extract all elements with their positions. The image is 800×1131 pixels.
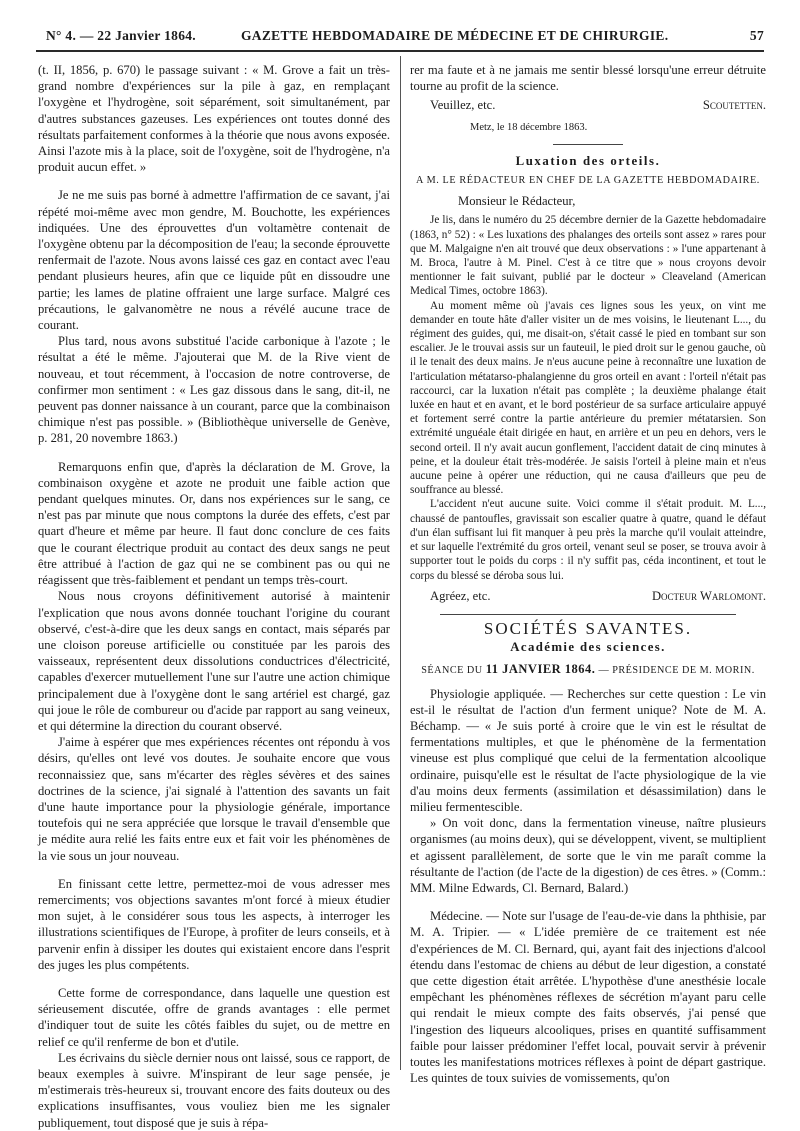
paragraph: Je ne me suis pas borné à admettre l'affirmation de ce savant, j'ai répété moi-même avec mon gendre, M. Bouchotte, les expériences indiquées. Une des éprouvettes d'un voltamètre contenait de l'oxygène obtenu par la décomposition de l'eau; la seconde éprouvette renfermait de l'azote. Nous avons laissé ces gaz en contact avec l'eau pendant plusieurs heures, afin que ce liquide pût en dissoudre une partie; les lames de platine offraient une large surface. Malgré ces précautions, le galvanomètre ne nous a révélé aucune trace de courant. [38, 188, 390, 333]
paragraph: Nous nous croyons définitivement autorisé à maintenir l'explication que nous avons donnée touchant l'origine du courant observé, c'est-à-dire que les deux sangs en contact, mais séparés par une cloison poreuse artificielle ou constituée par les parois des vaisseaux, représentent deux dissolutions conductrices d'électricité, capables d'exercer mutuellement l'une sur l'autre une action chimique principalement due à l'oxygène dont le sang artériel est chargé, gaz qui joue le rôle de combureur ou d'acide par rapport au sang veineux, et qui détermine la direction du courant observé. [38, 589, 390, 733]
closing-formula: Agréez, etc. [430, 588, 491, 603]
signature-row [410, 97, 766, 113]
salutation: Monsieur le Rédacteur, [458, 194, 576, 209]
paragraph: Physiologie appliquée. — Recherches sur cette question : Le vin est-il le résultat de l'action d'un ferment unique? Note de M. A. Béchamp. — « Je suis porté à croire que le vin est le résultat de fermentations multiples, et que le phénomène de la fermentation vineuse est plus compliqué que celui de la fermentation alcoolique ordinaire, puisqu'elle est le résultat de l'acte physiologique de la vie d'au moins deux ferments (assimilation et désassimilation) dans le milieu fermentescible. [410, 686, 766, 814]
paragraph: rer ma faute et à ne jamais me sentir blessé lorsqu'une erreur détruite tourne au profit de la science. [410, 63, 766, 94]
page-number: 57 [749, 28, 764, 43]
dateline: Metz, le 18 décembre 1863. [470, 121, 588, 133]
paragraph: Je lis, dans le numéro du 25 décembre dernier de la Gazette hebdomadaire (1863, n° 52) : « Les luxations des phalanges des orteils sont assez » rares pour que M. Malgaigne n'en ait trouvé que deux observations : » l'une appartenant à M. Broca, l'autre à M. Pinel. C'est à ce titre que » nous croyons devoir mentionner le fait suivant, publié par le docteur » Cleaveland (American Medical Times, octobre 1863). [410, 214, 766, 298]
page-header [36, 26, 764, 48]
header-rule [36, 50, 764, 52]
paragraph: » On voit donc, dans la fermentation vineuse, naître plusieurs organismes (au moins deux), qui se développent, vivent, se multiplient et agissent parallèlement, de sorte que le vin me paraît comme la résultante de l'action (de l'acte de la digestion) de ces êtres. » (Comm.: MM. Milne Edwards, Cl. Bernard, Balard.) [410, 816, 766, 895]
article-title: Luxation des orteils. [515, 153, 661, 168]
section-title: SOCIÉTÉS SAVANTES. [483, 618, 693, 638]
paragraph: L'accident n'eut aucune suite. Voici comme il s'était produit. M. L..., chaussé de pantoufles, gravissait son escalier quatre à quatre, quand le défaut d'un élan suffisant lui fit manquer à peu près la marche qu'il voulait atteindre, et sur laquelle l'extrémité du gros orteil, venant seul se poser, se trouva avoir à supporter tout le poids du corps : il n'y suffit pas, céda incontinent, et tout le corps du blessé se déroba sous lui. [410, 498, 766, 582]
section-subtitle: Académie des sciences. [510, 640, 666, 655]
issue-number: N° 4. — 22 Janvier 1864. [46, 28, 196, 43]
paragraph: Au moment même où j'avais ces lignes sous les yeux, on vint me demander en toute hâte d'aller visiter un de mes voisins, le lieutenant L..., du régiment des guides, qui, me disait-on, s'était cassé le pied en tombant sur son escalier. Je le trouvai assis sur un fauteuil, le pied droit sur le genou gauche, où il le tenait des deux mains. Je n'eus aucune peine à reconnaître une luxation de l'articulation métatarso-phalangienne du gros orteil en avant : l'orteil n'était pas raccourci, car la luxation n'était pas complète ; la deuxième phalange était luxée en haut et en avant, et le bord postérieur de sa surface articulaire appuyé et fortement serré contre la partie antérieure du premier métatarsien. Son extrémité unguéale était dirigée en haut, en arrière et un peu en dehors, vers le second orteil. Il n'y avait aucun gonflement, l'accident datait de cinq minutes à peine, et la douleur était très-modérée. Je saisis l'orteil à pleine main et n'eus aucune peine à opérer une réduction, qui ne causa d'ailleurs que peu de souffrance au blessé. [410, 299, 766, 497]
paragraph: Remarquons enfin que, d'après la déclaration de M. Grove, la combinaison oxygène et azote ne produit une faible action que pendant quelques minutes. Or, dans nos expériences sur le sang, ce n'est pas par minute que nous comptons la durée des effets, c'est par quart d'heure et même par heure. Il faut donc conclure de ces faits que le courant électrique produit au contact des deux sangs ne peut être attribué à l'action de gaz qui ne se combinent pas ou qui ne réagissent que très-faiblement et pendant un temps très-court. [38, 459, 390, 588]
paragraph: Plus tard, nous avons substitué l'acide carbonique à l'azote ; le résultat a été le même. J'ajouterai que M. de la Rive vient de nouveau, et tout récemment, à l'occasion de notre controverse, de confirmer mon sentiment : « Les gaz dissous dans le sang, dit-il, ne peuvent pas donner naissance à un courant, parce que la combinaison chimique n'est pas possible. » (Bibliothèque universelle de Genève, p. 281, 20 novembre 1863.) [38, 334, 390, 446]
signature: Docteur Warlomont. [651, 588, 766, 603]
paragraph: (t. II, 1856, p. 670) le passage suivant : « M. Grove a fait un très-grand nombre d'expériences sur la pile à gaz, en remplaçant l'oxygène et l'hydrogène, soit séparément, soit simultanément, par d'autres substances gazeuses. Les expériences ont toutes donné des résultats parfaitement conformes à la théorie que nous avons exposée. Ainsi l'azote mis à la place, soit de l'oxygène, soit de l'hydrogène, n'a produit aucun effet. » [38, 63, 390, 175]
session-prefix: SÉANCE DU [421, 665, 486, 677]
paragraph: Les écrivains du siècle dernier nous ont laissé, sous ce rapport, de beaux exemples à suivre. M'inspirant de leur sage pensée, je m'estimerais très-heureux si, trouvant encore des faits douteux ou des explications insuffisantes, vous vouliez bien me les signaler publiquement, tout disposé que je suis à répa- [38, 1050, 390, 1130]
addressee: A M. LE RÉDACTEUR EN CHEF DE LA GAZETTE HEBDOMADAIRE. [416, 175, 760, 187]
session-presidency: — PRÉSIDENCE DE M. MORIN. [595, 665, 755, 677]
paragraph: J'aime à espérer que mes expériences récentes ont répondu à vos désirs, qu'elles ont levé vos doutes. Je souhaite encore que vous reconnaissiez que, sans m'écarter des règles sévères et des saines doctrines de la science, j'ai signalé à l'attention des savants un fait d'une haute importance pour la physiologie générale, importance toutefois qui ne sera appréciée que lorsque le travail d'ensemble que je médite aura relié les faits entre eux et fait voir les phénomènes de la vie sous un jour nouveau. [38, 735, 390, 863]
section-rule [440, 614, 736, 615]
journal-title: GAZETTE HEBDOMADAIRE DE MÉDECINE ET DE CHIRURGIE. [241, 28, 669, 43]
right-column [410, 62, 766, 1086]
session-line [410, 661, 766, 679]
paragraph: Cette forme de correspondance, dans laquelle une question est sérieusement discutée, offre de grands avantages : elle permet d'indiquer tout de suite les côtés faibles du sujet, ou de mettre en relief ce qu'il renferme de bon et d'utile. [38, 985, 390, 1049]
paragraph: En finissant cette lettre, permettez-moi de vous adresser mes remerciments; vos objections savantes m'ont forcé à mieux étudier mon sujet, à le considérer sous tous les aspects, à interroger les illustrations scientifiques de l'Europe, à profiter de leurs conseils, et à parvenir enfin à dissiper les doutes qui existaient encore dans l'esprit des juges les plus compétents. [38, 876, 390, 972]
left-column [38, 62, 390, 1131]
signature: Scoutetten. [702, 98, 766, 113]
closing-formula: Veuillez, etc. [430, 98, 496, 113]
paragraph: Médecine. — Note sur l'usage de l'eau-de-vie dans la phthisie, par M. A. Tripier. — « L'idée première de ce traitement est née d'expériences de M. Cl. Bernard, qui, ayant fait des injections d'alcool étendu dans l'estomac de chiens au début de leur digestion, a constaté que cette digestion était arrêtée. L'hypothèse d'une anesthésie locale empêchant les phénomènes réflexes de sécrétion m'ayant paru celle qui rendait le mieux compte des faits observés, j'ai pensé que l'ingestion des liqueurs alcooliques, prises en quantité suffisamment faible pour laisser prédominer l'effet local, pouvait servir à prévenir toutes les manifestations motrices réflexes à point de départ gastrique. Les quintes de toux suivies de vomissements, qu'on [410, 909, 766, 1086]
session-date: 11 JANVIER 1864. [485, 662, 596, 677]
separator-rule [553, 144, 623, 145]
column-divider [400, 56, 401, 1070]
letter-body [410, 213, 766, 582]
signature-row [410, 588, 766, 604]
